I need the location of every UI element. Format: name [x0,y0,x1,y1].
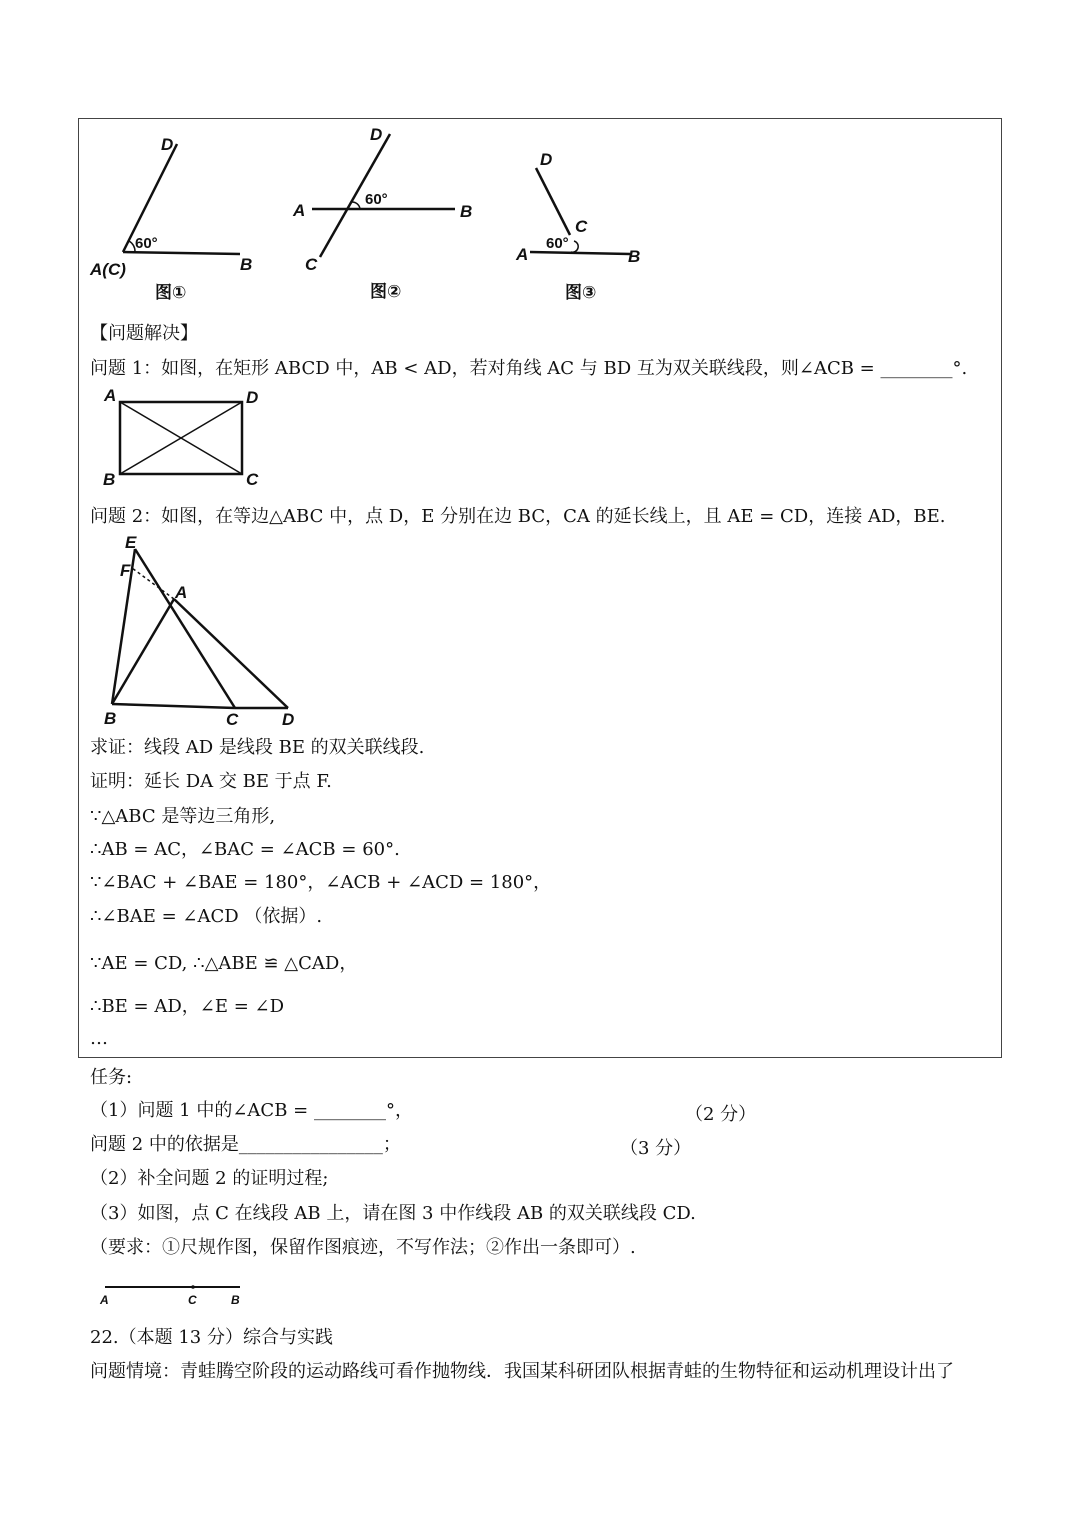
triangle-figure [100,532,310,732]
fig2-caption: 图② [370,282,402,301]
question-22-text: 问题情境：青蛙腾空阶段的运动路线可看作抛物线．我国某科研团队根据青蛙的生物特征和运动机理设计出了 [90,1361,954,1382]
proof-line-6: ∴∠BAE = ∠ACD （依据）. [90,906,323,927]
figure-1 [85,130,265,300]
task-1b-score: （3 分） [620,1138,692,1159]
tri-label-a: A [175,583,188,602]
tri-label-f: F [120,561,131,580]
fig2-label-d: D [370,125,383,144]
rectangle-figure [100,385,270,495]
figure-2 [290,122,490,302]
fig2-label-b: B [460,202,473,221]
fig3-label-a: A [516,245,529,264]
fig2-label-c: C [305,255,318,274]
rect-label-a: A [104,386,117,405]
question-1: 问题 1：如图，在矩形 ABCD 中，AB < AD，若对角线 AC 与 BD 互为双关联线段，则∠ACB = ________°. [90,358,968,379]
fig3-segment-ab [530,252,630,254]
proof-line-2: 证明：延长 DA 交 BE 于点 F. [90,771,332,792]
task-1-score: （2 分） [685,1104,757,1125]
proof-line-4: ∴AB = AC，∠BAC = ∠ACB = 60°. [90,839,400,860]
fig3-label-d: D [540,150,553,169]
task-1b: 问题 2 中的依据是________________； [90,1134,401,1155]
fig3-label-c: C [575,217,588,236]
fig1-label-b: B [240,255,253,274]
task-3: （3）如图，点 C 在线段 AB 上，请在图 3 中作线段 AB 的双关联线段 CD. [90,1203,696,1224]
proof-line-1: 求证：线段 AD 是线段 BE 的双关联线段. [90,737,425,758]
rect-label-b: B [103,470,116,489]
segment-label-a: A [100,1293,109,1307]
proof-line-7: ∵AE = CD, ∴△ABE ≌ △CAD， [90,953,358,974]
task-1: （1）问题 1 中的∠ACB = ________°， [90,1100,413,1121]
proof-line-3: ∵△ABC 是等边三角形, [90,806,276,827]
tri-label-e: E [125,533,137,552]
fig1-caption: 图① [155,283,187,302]
fig3-angle-arc [571,241,578,252]
proof-ellipsis: … [90,1028,108,1049]
fig2-label-a: A [293,201,306,220]
tri-label-d: D [282,710,295,729]
tri-segment-ad [174,599,288,708]
fig3-caption: 图③ [565,283,597,302]
fig3-label-b: B [628,247,641,266]
question-22-title: 22.（本题 13 分）综合与实践 [90,1327,333,1348]
fig1-ray-ab [123,252,240,254]
question-2: 问题 2：如图，在等边△ABC 中，点 D，E 分别在边 BC，CA 的延长线上，且 AE = CD，连接 AD，BE. [90,506,946,527]
segment-figure [95,1278,255,1308]
segment-point-c [191,1285,195,1289]
tri-side-bc [112,704,235,708]
tri-extension-af [132,568,174,599]
fig1-angle-label: 60° [135,235,158,252]
segment-label-c: C [188,1293,197,1307]
rect-label-c: C [246,470,259,489]
tri-side-ab [112,599,174,704]
tri-segment-ec [135,549,235,708]
figure-3 [510,140,670,305]
fig1-label-a: A(C) [90,260,126,279]
fig1-label-d: D [161,135,174,154]
task-2: （2）补全问题 2 的证明过程; [90,1168,329,1189]
proof-line-8: ∴BE = AD，∠E = ∠D [90,996,285,1017]
fig2-angle-label: 60° [365,191,388,208]
fig3-ray-cd [536,168,570,235]
fig3-angle-label: 60° [546,235,569,252]
rect-label-d: D [246,388,259,407]
tri-label-b: B [104,709,117,728]
task-title: 任务: [90,1067,133,1088]
task-3-requirement: （要求：①尺规作图，保留作图痕迹，不写作法；②作出一条即可）. [90,1237,636,1258]
segment-label-b: B [231,1293,240,1307]
tri-label-c: C [226,710,239,729]
proof-line-5: ∵∠BAC + ∠BAE = 180°，∠ACB + ∠ACD = 180°， [90,872,552,893]
section-title: 【问题解决】 [90,323,198,344]
